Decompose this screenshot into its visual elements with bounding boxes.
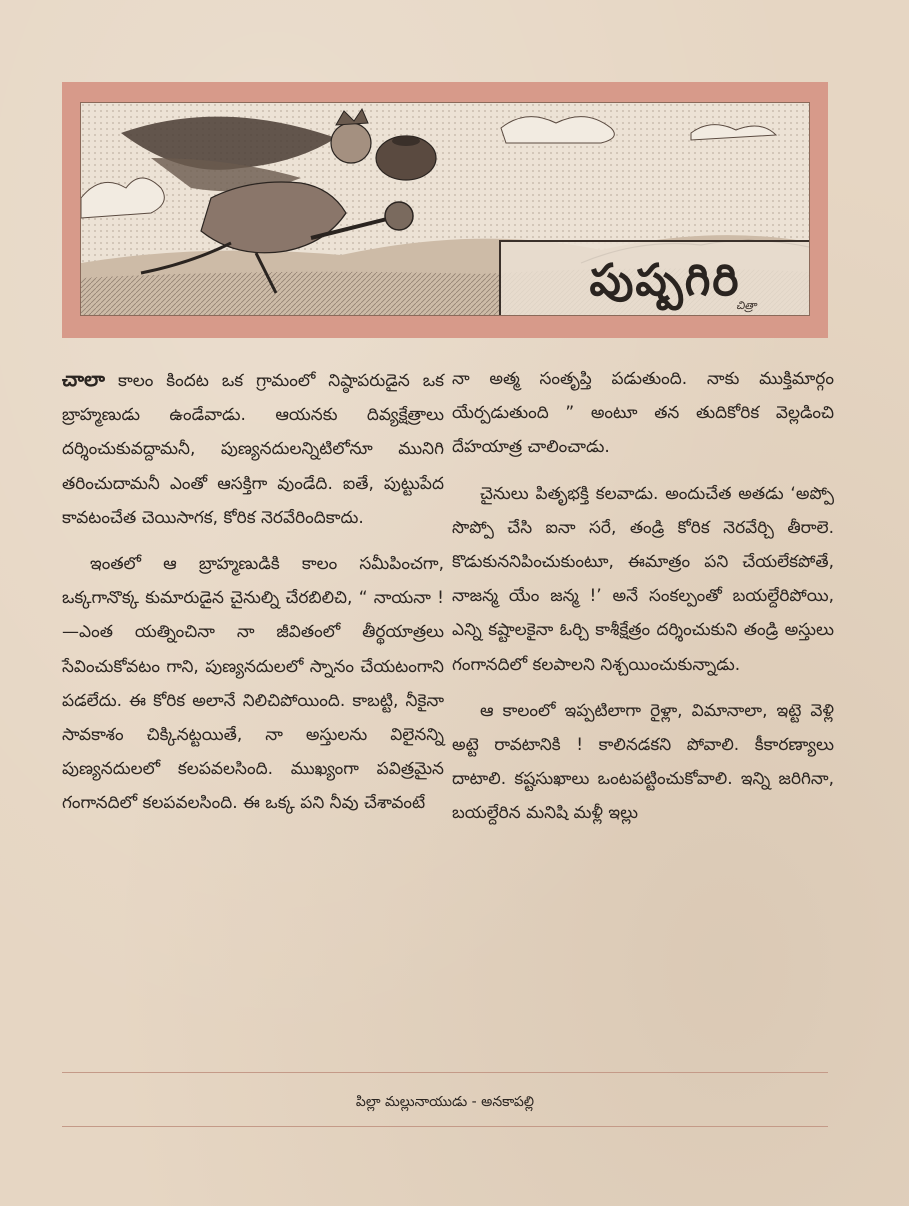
story-title: పుష్పగిరి	[589, 255, 741, 306]
paragraph-text: ఇంతలో ఆ బ్రాహ్మణుడికి కాలం సమీపించగా, ఒక్కగానొక్క కుమారుడైన చైనుల్ని చేరబిలిచి, “ నాయనా !—ఎంత యత్నించినా నా జీవితంలో తీర్థయాత్రలు సేవించుకోవటం గాని, పుణ్యనదులలో స్నానం చేయటంగాని పడలేదు. ఈ కోరిక అలానే నిలిచిపోయింది. కాబట్టి, నీకైనా సావకాశం చిక్కినట్టయితే, నా అస్తులను విలైనన్ని పుణ్యనదులలో కలపవలసింది. ముఖ్యంగా పవిత్రమైన గంగానదిలో కలపవలసింది. ఈ ఒక్క పని నీవు చేశావంటే	[62, 554, 444, 814]
footer-rule-top	[62, 1072, 828, 1073]
paragraph	[452, 694, 834, 831]
paragraph-text: నా అత్మ సంతృప్తి పడుతుంది. నాకు ముక్తిమార్గం యేర్పడుతుంది ” అంటూ తన తుదికోరిక వెల్లడించి దేహయాత్ర చాలించాడు.	[452, 369, 834, 458]
paragraph-text: ఆ కాలంలో ఇప్పటిలాగా రైళ్లా, విమానాలా, ఇట్టె వెళ్లి అట్టె రావటానికి ! కాలినడకని పోవాలి. కీకారణ్యాలు దాటాలి. కష్టసుఖాలు ఒంటపట్టించుకోవాలి. ఇన్ని జరిగినా, బయల్దేరిన మనిషి మళ్లీ ఇల్లు	[452, 700, 834, 824]
paragraph	[62, 547, 444, 821]
paragraph	[452, 477, 834, 682]
header-illustration	[80, 102, 810, 316]
artist-signature: చిత్రా	[736, 299, 757, 312]
story-header-banner	[62, 82, 828, 338]
author-credit: పిల్లా మల్లునాయుడు - అనకాపల్లి	[355, 1094, 535, 1110]
paragraph	[62, 362, 444, 535]
paragraph-text: కాలం కిందట ఒక గ్రామంలో నిష్ఠాపరుడైన ఒక బ్రాహ్మణుడు ఉండేవాడు. ఆయనకు దివ్యక్షేత్రాలు దర్శించుకువద్దామనీ, పుణ్యనదులన్నిటిలోనూ మునిగి తరించుదామనీ ఎంతో ఆసక్తిగా వుండేది. ఐతే, పుట్టుపేద కావటంచేత చెయిసాగక, కోరిక నెరవేరిందికాదు.	[62, 371, 444, 528]
paragraph-text: చైనులు పితృభక్తి కలవాడు. అందుచేత అతడు ‘అప్పో సొప్పో చేసి ఐనా సరే, తండ్రి కోరిక నెరవేర్చి తీరాలె. కొడుకుననిపించుకుంటూ, ఈమాత్రం పని చేయలేకపోతే, నాజన్మ యేం జన్మ !’ అనే సంకల్పంతో బయల్దేరిపోయి, ఎన్ని కష్టాలకైనా ఓర్చి కాశీక్షేత్రం దర్శించుకుని తండ్రి అస్తులు గంగానదిలో కలపాలని నిశ్చయించుకున్నాడు.	[452, 483, 834, 675]
paragraph	[452, 362, 834, 465]
left-text-column	[62, 362, 444, 833]
footer-rule-bottom	[62, 1126, 828, 1127]
right-text-column	[452, 362, 834, 843]
story-title-box	[499, 240, 810, 316]
drop-lead-word: చాలా	[62, 367, 105, 391]
